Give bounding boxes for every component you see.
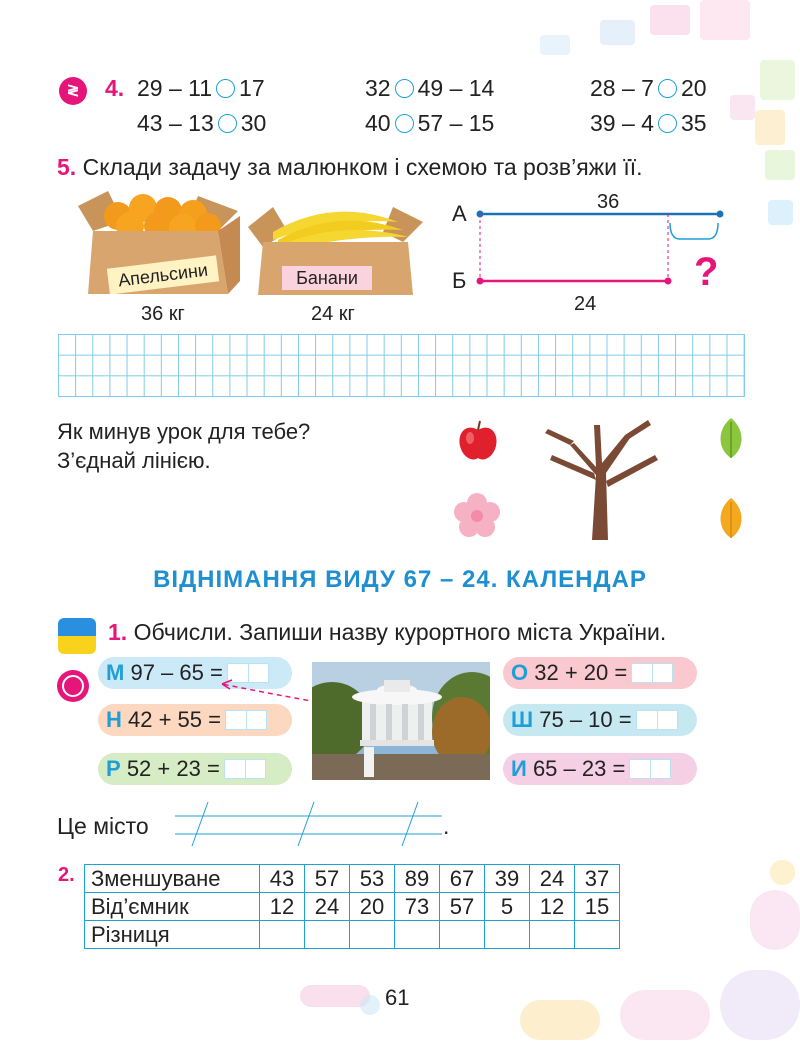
task4-row2-ex2: 40 57 – 15 xyxy=(365,110,495,136)
oranges-label: Апельсини xyxy=(107,255,219,294)
table-cell: 12 xyxy=(530,893,575,921)
answer-box[interactable] xyxy=(225,710,267,730)
ex1-item-sh: Ш 75 – 10 = xyxy=(503,704,697,736)
reflection-line2: З’єднай лінією. xyxy=(57,448,211,473)
subtraction-table xyxy=(84,864,620,949)
spiral-icon xyxy=(57,670,89,702)
ukraine-flag-icon xyxy=(58,618,96,654)
scheme-question: ? xyxy=(694,250,719,294)
ex1-item-o: О 32 + 20 = xyxy=(503,657,697,689)
compare-circle[interactable] xyxy=(658,114,677,133)
answer-box[interactable] xyxy=(224,759,266,779)
table-cell: 5 xyxy=(485,893,530,921)
task4-row2-ex3: 39 – 4 35 xyxy=(590,110,707,136)
table-cell: 24 xyxy=(305,893,350,921)
table-row xyxy=(85,921,620,949)
lesson-heading: ВІДНІМАННЯ ВИДУ 67 – 24. КАЛЕНДАР xyxy=(153,566,647,593)
table-cell: 73 xyxy=(395,893,440,921)
compare-circle[interactable] xyxy=(218,114,237,133)
city-label: Це місто xyxy=(57,813,149,839)
table-cell: 24 xyxy=(530,865,575,893)
answer-cell[interactable] xyxy=(485,921,530,949)
task4-row1-ex2: 32 49 – 14 xyxy=(365,75,495,101)
row-label: Зменшуване xyxy=(85,865,260,893)
answer-cell[interactable] xyxy=(440,921,485,949)
task4-row2-ex1: 43 – 13 30 xyxy=(137,110,267,136)
city-answer-lines[interactable] xyxy=(170,800,450,850)
apple-icon[interactable] xyxy=(455,418,501,464)
ex1-item-n: Н 42 + 55 = xyxy=(98,704,292,736)
answer-grid[interactable] xyxy=(58,334,745,397)
table-cell: 67 xyxy=(440,865,485,893)
ex1-item-m: М 97 – 65 = xyxy=(98,657,292,689)
compare-circle[interactable] xyxy=(395,114,414,133)
task5-prompt xyxy=(57,153,643,181)
scheme-diagram xyxy=(470,205,730,295)
resort-photo xyxy=(312,662,490,780)
scheme-bottom-value: 24 xyxy=(574,293,597,315)
scheme-top-value: 36 xyxy=(597,191,620,213)
page-number: 61 xyxy=(385,985,410,1010)
answer-box[interactable] xyxy=(631,663,673,683)
table-cell: 39 xyxy=(485,865,530,893)
task4-icon: ≷ xyxy=(59,77,87,105)
row-label: Від’ємник xyxy=(85,893,260,921)
table-cell: 37 xyxy=(575,865,620,893)
ex2-number: 2. xyxy=(58,864,75,886)
ex1-text: Обчисли. Запиши назву курортного міста України. xyxy=(133,619,667,645)
ex1-item-r: Р 52 + 23 = xyxy=(98,753,292,785)
ex1-number: 1. xyxy=(108,619,128,645)
flower-icon[interactable] xyxy=(453,492,501,538)
dashed-arrow xyxy=(212,674,322,704)
city-dot: . xyxy=(443,813,450,839)
answer-cell[interactable] xyxy=(260,921,305,949)
task5-number: 5. xyxy=(57,154,77,180)
bare-tree-icon[interactable] xyxy=(530,405,670,540)
table-cell: 57 xyxy=(440,893,485,921)
table-row xyxy=(85,865,620,893)
answer-cell[interactable] xyxy=(395,921,440,949)
oranges-weight: 36 кг xyxy=(141,303,185,325)
task4-number: 4. xyxy=(105,75,125,101)
compare-circle[interactable] xyxy=(395,79,414,98)
bananas-weight: 24 кг xyxy=(311,303,355,325)
scheme-label-b: Б xyxy=(452,268,467,293)
green-leaf-icon[interactable] xyxy=(716,416,746,460)
answer-cell[interactable] xyxy=(350,921,395,949)
table-cell: 12 xyxy=(260,893,305,921)
reflection-line1: Як минув урок для тебе? xyxy=(57,419,311,444)
task4-row1-ex1: 29 – 11 17 xyxy=(137,75,265,101)
table-row xyxy=(85,893,620,921)
table-cell: 53 xyxy=(350,865,395,893)
answer-box[interactable] xyxy=(636,710,678,730)
table-cell: 15 xyxy=(575,893,620,921)
answer-cell[interactable] xyxy=(575,921,620,949)
bananas-label: Банани xyxy=(282,266,372,290)
answer-cell[interactable] xyxy=(530,921,575,949)
row-label: Різниця xyxy=(85,921,260,949)
task5-text: Склади задачу за малюнком і схемою та розв’яжи її. xyxy=(82,154,643,180)
answer-box[interactable] xyxy=(629,759,671,779)
table-cell: 43 xyxy=(260,865,305,893)
yellow-leaf-icon[interactable] xyxy=(716,496,746,540)
table-cell: 57 xyxy=(305,865,350,893)
answer-cell[interactable] xyxy=(305,921,350,949)
task4-row1-ex3: 28 – 7 20 xyxy=(590,75,707,101)
ex1-prompt xyxy=(108,618,666,646)
compare-circle[interactable] xyxy=(658,79,677,98)
compare-circle[interactable] xyxy=(216,79,235,98)
ex1-item-y: И 65 – 23 = xyxy=(503,753,697,785)
scheme-label-a: А xyxy=(452,201,467,226)
table-cell: 89 xyxy=(395,865,440,893)
table-cell: 20 xyxy=(350,893,395,921)
